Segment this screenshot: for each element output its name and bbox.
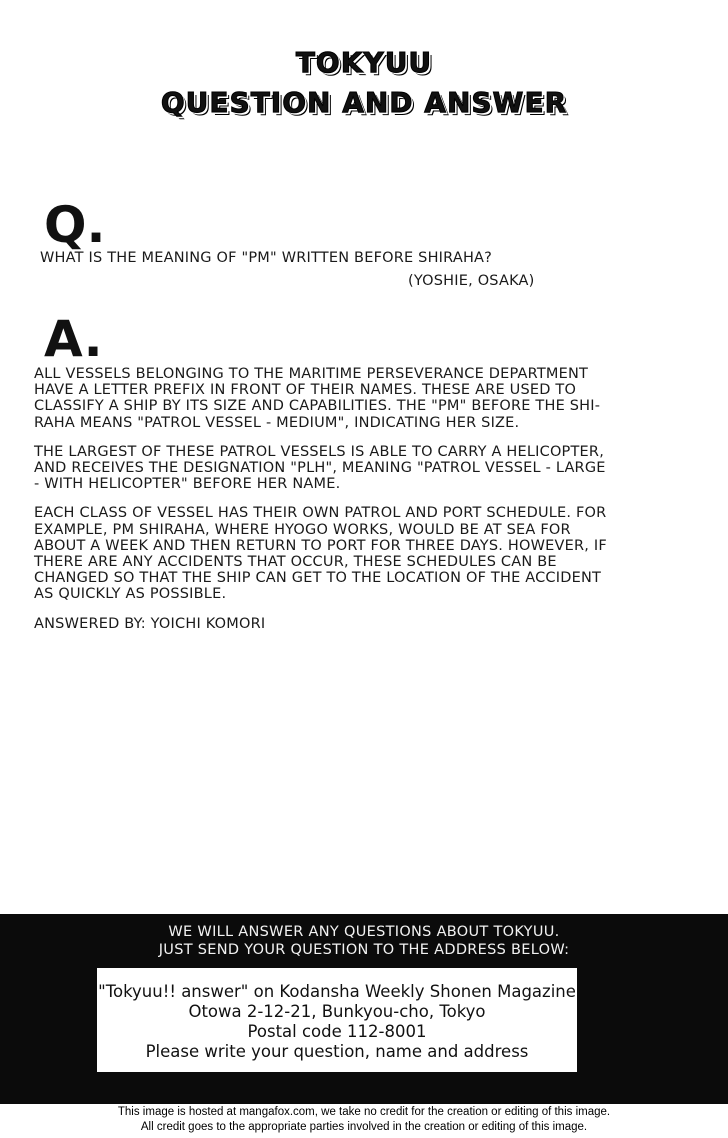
- footer-invite-line-2: JUST SEND YOUR QUESTION TO THE ADDRESS BELOW:: [158, 942, 570, 958]
- answer-line: EXAMPLE, PM SHIRAHA, WHERE HYOGO WORKS, WOULD BE AT SEA FOR: [34, 521, 571, 538]
- answer-line: HAVE A LETTER PREFIX IN FRONT OF THEIR NAMES. THESE ARE USED TO: [34, 382, 577, 399]
- question-marker: Q.: [44, 196, 106, 254]
- credit-line-2: All credit goes to the appropriate parties involved in the creation or editing of this image.: [140, 1121, 588, 1133]
- page-title-line-2: QUESTION AND ANSWER: [160, 86, 568, 119]
- answer-marker: A.: [44, 310, 103, 368]
- answer-paragraph-3: [34, 505, 634, 602]
- answer-line: THERE ARE ANY ACCIDENTS THAT OCCUR, THESE SCHEDULES CAN BE: [34, 554, 557, 571]
- answer-line: AS QUICKLY AS POSSIBLE.: [34, 586, 227, 603]
- footer-invite-line-1: WE WILL ANSWER ANY QUESTIONS ABOUT TOKYUU.: [168, 924, 560, 940]
- address-line-1: "Tokyuu!! answer" on Kodansha Weekly Shonen Magazine: [98, 982, 576, 1001]
- answer-body: [34, 366, 634, 645]
- address-line-4: Please write your question, name and address: [145, 1042, 529, 1061]
- answer-line: ALL VESSELS BELONGING TO THE MARITIME PERSEVERANCE DEPARTMENT: [34, 366, 589, 382]
- credit-line-1: This image is hosted at mangafox.com, we take no credit for the creation or editing of this image.: [117, 1106, 611, 1118]
- answered-by: ANSWERED BY: YOICHI KOMORI: [34, 615, 266, 632]
- answer-paragraph-2: [34, 444, 634, 493]
- answer-paragraph-1: [34, 366, 634, 431]
- address-line-3: Postal code 112-8001: [247, 1022, 427, 1041]
- question-asker: (YOSHIE, OSAKA): [408, 273, 535, 289]
- address-line-2: Otowa 2-12-21, Bunkyou-cho, Tokyo: [188, 1002, 486, 1021]
- address-box: [97, 968, 577, 1072]
- question-text: WHAT IS THE MEANING OF "PM" WRITTEN BEFORE SHIRAHA?: [40, 250, 493, 266]
- page-title-line-1: TOKYUU: [295, 46, 433, 79]
- answer-line: ABOUT A WEEK AND THEN RETURN TO PORT FOR THREE DAYS. HOWEVER, IF: [34, 537, 607, 554]
- answer-line: CLASSIFY A SHIP BY ITS SIZE AND CAPABILITIES. THE "PM" BEFORE THE SHI-: [34, 398, 601, 415]
- answer-line: THE LARGEST OF THESE PATROL VESSELS IS ABLE TO CARRY A HELICOPTER,: [34, 443, 604, 460]
- answer-line: - WITH HELICOPTER" BEFORE HER NAME.: [34, 476, 341, 493]
- answer-line: AND RECEIVES THE DESIGNATION "PLH", MEANING "PATROL VESSEL - LARGE: [34, 460, 606, 477]
- answer-line: EACH CLASS OF VESSEL HAS THEIR OWN PATROL AND PORT SCHEDULE. FOR: [34, 505, 607, 522]
- answer-line: CHANGED SO THAT THE SHIP CAN GET TO THE LOCATION OF THE ACCIDENT: [34, 570, 602, 587]
- answer-line: RAHA MEANS "PATROL VESSEL - MEDIUM", INDICATING HER SIZE.: [34, 414, 520, 431]
